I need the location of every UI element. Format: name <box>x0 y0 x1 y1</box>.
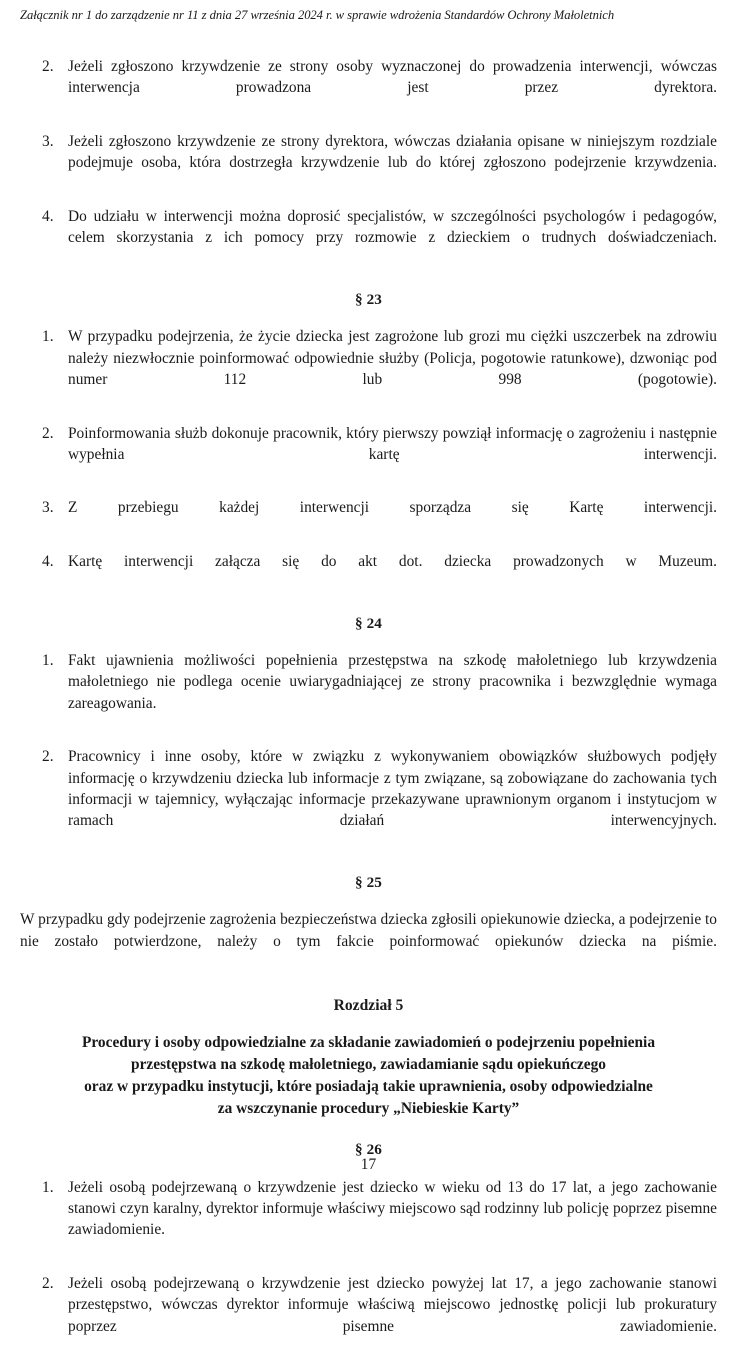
list-item-text: Jeżeli zgłoszono krzywdzenie ze strony dyrektora, wówczas działania opisane w niniejszym rozdziale podejmuje osoba, która dostrzegła krzywdzenie lub do której zgłoszono podejrzenie krzywdzenia. <box>68 132 717 172</box>
list-item <box>20 1177 717 1262</box>
list-item-text: Fakt ujawnienia możliwości popełnienia przestępstwa na szkodę małoletniego lub krzywdzenia małoletniego nie podlega ocenie uwiarygadniającej ze strony pracownika i bezwzględnie wymaga zareagowania. <box>68 652 717 712</box>
list-item-text: Jeżeli osobą podejrzewaną o krzywdzenie jest dziecko w wieku od 13 do 17 lat, a jego zachowanie stanowi czyn karalny, dyrektor informuje właściwy miejscowo sąd rodzinny lub policję poprzez pisemne zawiadomienie. <box>68 1178 717 1239</box>
list-marker: 1. <box>42 1178 54 1196</box>
list-item-text: Jeżeli osobą podejrzewaną o krzywdzenie jest dziecko powyżej lat 17, a jego zachowanie stanowi przestępstwo, wówczas dyrektor informuje właściwą miejscowo jednostkę policji lub prokuratury poprzez pisemne zawiadomienie. <box>68 1274 717 1335</box>
list-item-text: Z przebiegu każdej interwencji sporządza się Kartę interwencji. <box>68 499 717 517</box>
section-heading-par23: § 23 <box>355 290 382 308</box>
list-item-text: Do udziału w interwencji można doprosić specjalistów, w szczególności psychologów i pedagogów, celem skorzystania z ich pomocy przy rozmowie z dzieckiem o trudnych doświadczeniach. <box>68 207 717 247</box>
chapter-subtitle <box>20 1032 717 1121</box>
list-marker: 1. <box>42 328 54 346</box>
chapter-subtitle-line: Procedury i osoby odpowiedzialne za składanie zawiadomień o podejrzeniu popełnienia <box>81 1033 656 1051</box>
list-item <box>20 131 717 195</box>
list-item <box>20 650 717 735</box>
page-number: 17 <box>360 1156 377 1173</box>
chapter-subtitle-line: oraz w przypadku instytucji, które posiadają takie uprawnienia, osoby odpowiedzialne <box>84 1078 653 1096</box>
list-marker: 3. <box>42 499 54 517</box>
section-heading-par24: § 24 <box>355 614 382 632</box>
chapter-subtitle-line: przestępstwa na szkodę małoletniego, zawiadamianie sądu opiekuńczego <box>131 1055 606 1073</box>
section-heading-par26: § 26 <box>355 1141 382 1159</box>
list-item <box>20 497 717 540</box>
list-item <box>20 423 717 487</box>
par23-list <box>20 326 717 594</box>
list-item <box>20 56 717 120</box>
list-marker: 2. <box>42 58 54 75</box>
list-item-text: Kartę interwencji załącza się do akt dot. dziecka prowadzonych w Muzeum. <box>68 553 717 571</box>
par26-list <box>20 1177 717 1358</box>
list-item-text: Poinformowania służb dokonuje pracownik, który pierwszy powziął informację o zagrożeniu i następnie wypełnia kartę interwencji. <box>68 424 717 463</box>
list-marker: 3. <box>42 132 54 150</box>
document-header-note: Załącznik nr 1 do zarządzenie nr 11 z dnia 27 września 2024 r. w sprawie wdrożenia Standardów Ochrony Małoletnich <box>20 8 615 22</box>
chapter-heading-block <box>20 996 717 1120</box>
par24-list <box>20 650 717 853</box>
list-marker: 2. <box>42 748 54 766</box>
chapter-subtitle-line: za wszczynanie procedury „Niebieskie Karty” <box>217 1100 520 1118</box>
list-item <box>20 746 717 853</box>
section-heading-par25: § 25 <box>355 873 382 891</box>
par25-paragraph: W przypadku gdy podejrzenie zagrożenia bezpieczeństwa dziecka zgłosili opiekunowie dziecka, a podejrzenie to nie zostało potwierdzone, należy o tym fakcie poinformować opiekunów dziecka na piśmie. <box>20 911 717 950</box>
list-marker: 2. <box>42 1274 54 1292</box>
list-item-text: Pracownicy i inne osoby, które w związku z wykonywaniem obowiązków służbowych podjęły informację o krzywdzeniu dziecka lub informacje z tym związane, są zobowiązane do zachowania tych informacji w tajemnicy, wyłączając informacje przekazywane uprawnionym organom i instytucjom w ramach działań interwencyjnych. <box>68 748 717 830</box>
list-item <box>20 326 717 411</box>
list-marker: 4. <box>42 207 54 225</box>
chapter-title: Rozdział 5 <box>333 997 404 1015</box>
list-item <box>20 551 717 594</box>
list-item <box>20 206 717 270</box>
list-marker: 1. <box>42 652 54 670</box>
list-marker: 4. <box>42 553 54 571</box>
list-item-text: W przypadku podejrzenia, że życie dziecka jest zagrożone lub grozi mu ciężki uszczerbek na zdrowiu należy niezwłocznie poinformować odpowiednie służby (Policja, pogotowie ratunkowe), dzwoniąc pod numer 112 lub 998 (pogotowie). <box>68 328 717 388</box>
continued-list <box>20 56 717 270</box>
list-item-text: Jeżeli zgłoszono krzywdzenie ze strony osoby wyznaczonej do prowadzenia interwencji, wówczas interwencja prowadzona jest przez dyrektora. <box>68 58 717 97</box>
list-marker: 2. <box>42 424 54 442</box>
list-item <box>20 1273 717 1358</box>
